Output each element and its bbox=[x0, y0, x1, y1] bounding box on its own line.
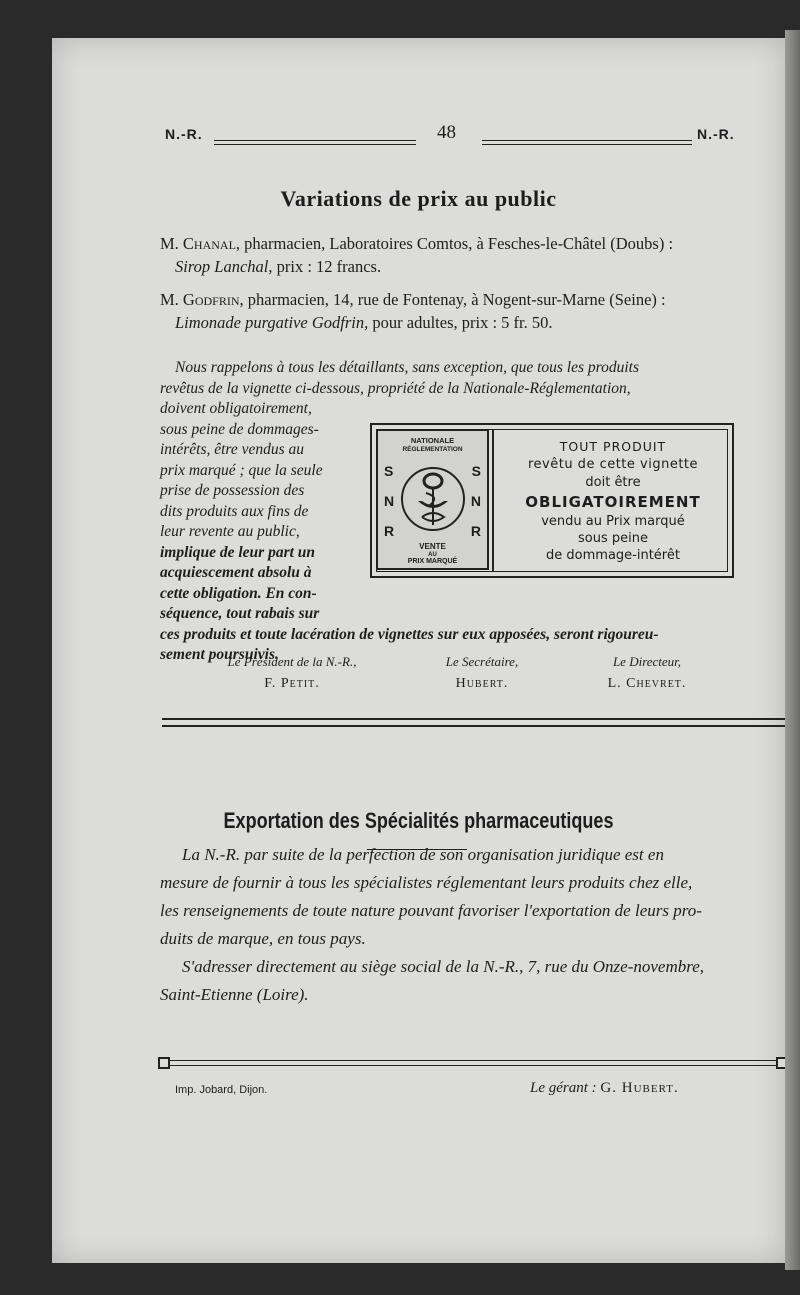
vignette-line: vendu au Prix marqué bbox=[541, 514, 685, 529]
manager-credit bbox=[530, 1080, 679, 1097]
vignette-emphasis: OBLIGATOIREMENT bbox=[525, 493, 701, 511]
export-line: La N.-R. par suite de la perfection de son organisation juridique est en bbox=[182, 845, 664, 864]
entry-product: Limonade purgative Godfrin, bbox=[175, 313, 369, 332]
seal-letter: S bbox=[384, 463, 394, 479]
seal-label: NATIONALE bbox=[410, 436, 455, 445]
export-line: S'adresser directement au siège social de la N.-R., 7, rue du Onze-novembre, bbox=[182, 957, 705, 976]
signature-name: F. Petit. bbox=[264, 676, 320, 691]
seal-label: AU bbox=[428, 552, 437, 558]
signature-director bbox=[572, 654, 722, 692]
entry-text: pharmacien, 14, rue de Fontenay, à Nogent-sur-Marne (Seine) : bbox=[247, 290, 666, 309]
notice-line: prise de possession des bbox=[160, 482, 305, 499]
signature-name: Hubert. bbox=[455, 676, 509, 691]
export-paragraph bbox=[160, 841, 790, 1009]
notice-line: Nous rappelons à tous les détaillants, sans exception, que tous les produits bbox=[175, 359, 639, 376]
footer-rule-end bbox=[158, 1057, 170, 1069]
seal-label: RÉGLEMENTATION bbox=[402, 446, 463, 453]
seal-letter: N bbox=[384, 493, 395, 509]
signature-name: L. Chevret. bbox=[607, 676, 687, 691]
footer-rule bbox=[162, 1060, 788, 1066]
signature-president bbox=[192, 654, 392, 692]
vignette-line: de dommage-intérêt bbox=[546, 548, 680, 563]
header-left: N.-R. bbox=[165, 126, 203, 142]
vignette-line: doit être bbox=[585, 475, 641, 490]
vignette-seal bbox=[376, 429, 489, 570]
page-number: 48 bbox=[437, 122, 456, 143]
document-page bbox=[52, 38, 785, 1263]
notice-line: dits produits aux fins de bbox=[160, 502, 309, 520]
printer-credit: Imp. Jobard, Dijon. bbox=[175, 1084, 268, 1096]
entry-name: M. Godfrin, bbox=[160, 290, 244, 309]
section-separator bbox=[162, 718, 788, 727]
export-line: Saint-Etienne (Loire). bbox=[160, 985, 309, 1004]
notice-line: implique de leur part un bbox=[160, 543, 316, 561]
seal-letter: R bbox=[384, 523, 395, 539]
export-line: duits de marque, en tous pays. bbox=[160, 929, 366, 948]
entry-text: pharmacien, Laboratoires Comtos, à Fesches-le-Châtel (Doubs) : bbox=[244, 234, 674, 253]
header-rule-left bbox=[214, 140, 416, 145]
notice-line: leur revente au public, bbox=[160, 523, 300, 540]
notice-line: ces produits et toute lacération de vignettes sur eux apposées, seront rigoureu- bbox=[160, 625, 659, 643]
seal-letter: R bbox=[470, 523, 481, 539]
notice-line: cette obligation. En con- bbox=[160, 584, 317, 602]
notice-line: séquence, tout rabais sur bbox=[160, 605, 320, 622]
notice-line: intérêts, être vendus au bbox=[160, 441, 305, 458]
notice-line: acquiescement absolu à bbox=[160, 564, 312, 581]
seal-label: VENTE bbox=[419, 542, 446, 551]
caduceus-emblem-icon bbox=[400, 459, 466, 539]
export-line: mesure de fournir à tous les spécialistes réglementant leurs produits chez elle, bbox=[160, 873, 693, 892]
vignette-line: sous peine bbox=[578, 531, 648, 546]
page-edge bbox=[785, 30, 800, 1270]
section-title-export: Exportation des Spécialités pharmaceutiques bbox=[223, 808, 614, 833]
signature-secretary bbox=[412, 654, 552, 692]
notice-line: sous peine de dommages- bbox=[160, 420, 319, 438]
entry-price: prix : 12 francs. bbox=[276, 257, 382, 276]
vignette-line: TOUT PRODUIT bbox=[559, 439, 667, 454]
notice-line: doivent obligatoirement, bbox=[160, 400, 312, 417]
signature-role: Le Secrétaire, bbox=[445, 654, 519, 669]
header-right: N.-R. bbox=[697, 126, 735, 142]
notice-line: sement poursuivis. bbox=[160, 646, 279, 663]
manager-name: G. Hubert. bbox=[600, 1080, 679, 1096]
section-title-prices: Variations de prix au public bbox=[280, 186, 557, 211]
entry-name: M. Chanal, bbox=[160, 234, 241, 253]
signature-role: Le Président de la N.-R., bbox=[227, 654, 357, 669]
notice-line: revêtus de la vignette ci-dessous, propriété de la Nationale-Réglementation, bbox=[160, 379, 631, 397]
export-line: les renseignements de toute nature pouvant favoriser l'exportation de leurs pro- bbox=[160, 901, 702, 920]
manager-label: Le gérant : bbox=[530, 1080, 597, 1096]
seal-label: PRIX MARQUÉ bbox=[407, 558, 458, 565]
header-rule-right bbox=[482, 140, 692, 145]
seal-letter: S bbox=[471, 463, 481, 479]
seal-letter: N bbox=[470, 493, 481, 509]
entry-price: pour adultes, prix : 5 fr. 50. bbox=[372, 313, 553, 332]
price-entry-1 bbox=[160, 232, 780, 278]
price-entry-2 bbox=[160, 288, 780, 334]
notice-line: prix marqué ; que la seule bbox=[160, 461, 323, 479]
signature-role: Le Directeur, bbox=[612, 654, 682, 669]
vignette-line: revêtu de cette vignette bbox=[527, 457, 699, 472]
entry-product: Sirop Lanchal, bbox=[175, 257, 273, 276]
vignette-box bbox=[370, 423, 734, 578]
